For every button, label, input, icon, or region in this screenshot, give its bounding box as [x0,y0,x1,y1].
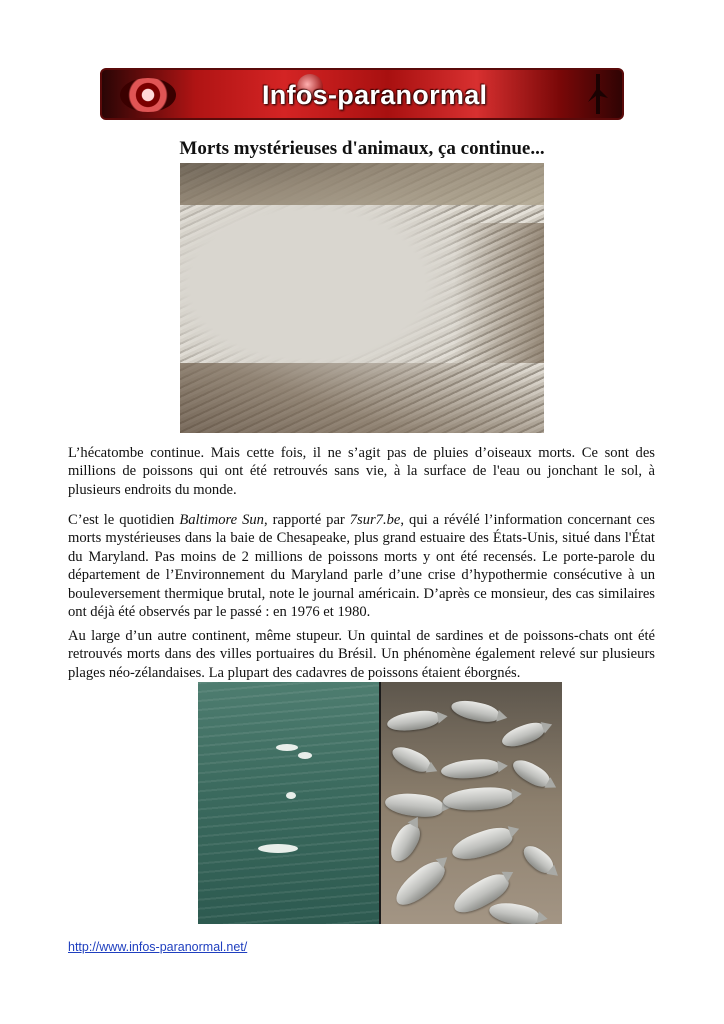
dead-fish-water-beach-photo [198,682,562,924]
dead-fish [442,786,513,813]
dead-fish [449,823,515,865]
dead-fish [386,708,440,733]
paragraph-1: L’hécatombe continue. Mais cette fois, il ne s’agit pas de pluies d’oiseaux morts. Ce sont des millions de poissons qui ont été retrouvés sans vie, à la surface de l'eau ou jonchant le sol, à plusieurs endroits du monde. [68,445,655,498]
paragraph-2-between: , rapporté par [263,512,350,528]
dead-fish-shore-photo [180,163,544,433]
article-headline: Morts mystérieuses d'animaux, ça continue... [179,138,545,159]
source-7sur7: 7sur7.be [349,512,401,528]
site-banner [100,68,624,120]
dead-fish [509,755,553,791]
dead-tree-icon [588,74,608,114]
floating-fish [258,844,298,853]
dead-fish [389,742,433,775]
floating-fish [298,752,312,759]
dead-fish [488,900,541,924]
dead-fish [385,820,424,866]
dead-fish [499,719,547,751]
beach-panel [381,682,562,924]
banner-title: Infos-paranormal [262,80,488,110]
footer-website-link[interactable]: http://www.infos-paranormal.net/ [68,940,248,954]
paragraph-2-intro: C’est le quotidien [68,512,180,528]
paragraph-3: Au large d’un autre continent, même stupeur. Un quintal de sardines et de poissons-chats ont été retrouvés morts dans des villes portuaires du Brésil. Un phénomène également relevé sur plusieurs plages néo-zélandaises. La plupart des cadavres de poissons étaient éborgnés. [68,628,655,681]
dead-fish [390,856,450,912]
shore-top [180,163,544,205]
paragraph-2 [68,511,655,621]
dead-fish [519,841,557,877]
source-baltimore-sun: Baltimore Sun [179,512,264,528]
shore-right [454,223,544,363]
paragraph-2-body: , qui a révélé l’information concernant ces morts mystérieuses dans la baie de Chesapeake, plus grand estuaire des États-Unis, situé dans l'État du Maryland. Pas moins de 2 millions de poissons morts y ont été recensés. Le porte-parole du département de l’Environnement du Maryland parle d’une crise d’hypothermie consécutive à un bouleversement thermique brutal, note le journal américain. D’après ce monsieur, des cas similaires ont déjà été observés par le passé : en 1976 et 1980. [68,512,655,621]
floating-fish [276,744,298,751]
floating-fish [286,792,296,799]
dead-fish [450,697,501,725]
water-panel [198,682,379,924]
eye-icon [120,78,176,112]
shore-bottom [180,363,544,433]
dead-fish [440,758,499,781]
